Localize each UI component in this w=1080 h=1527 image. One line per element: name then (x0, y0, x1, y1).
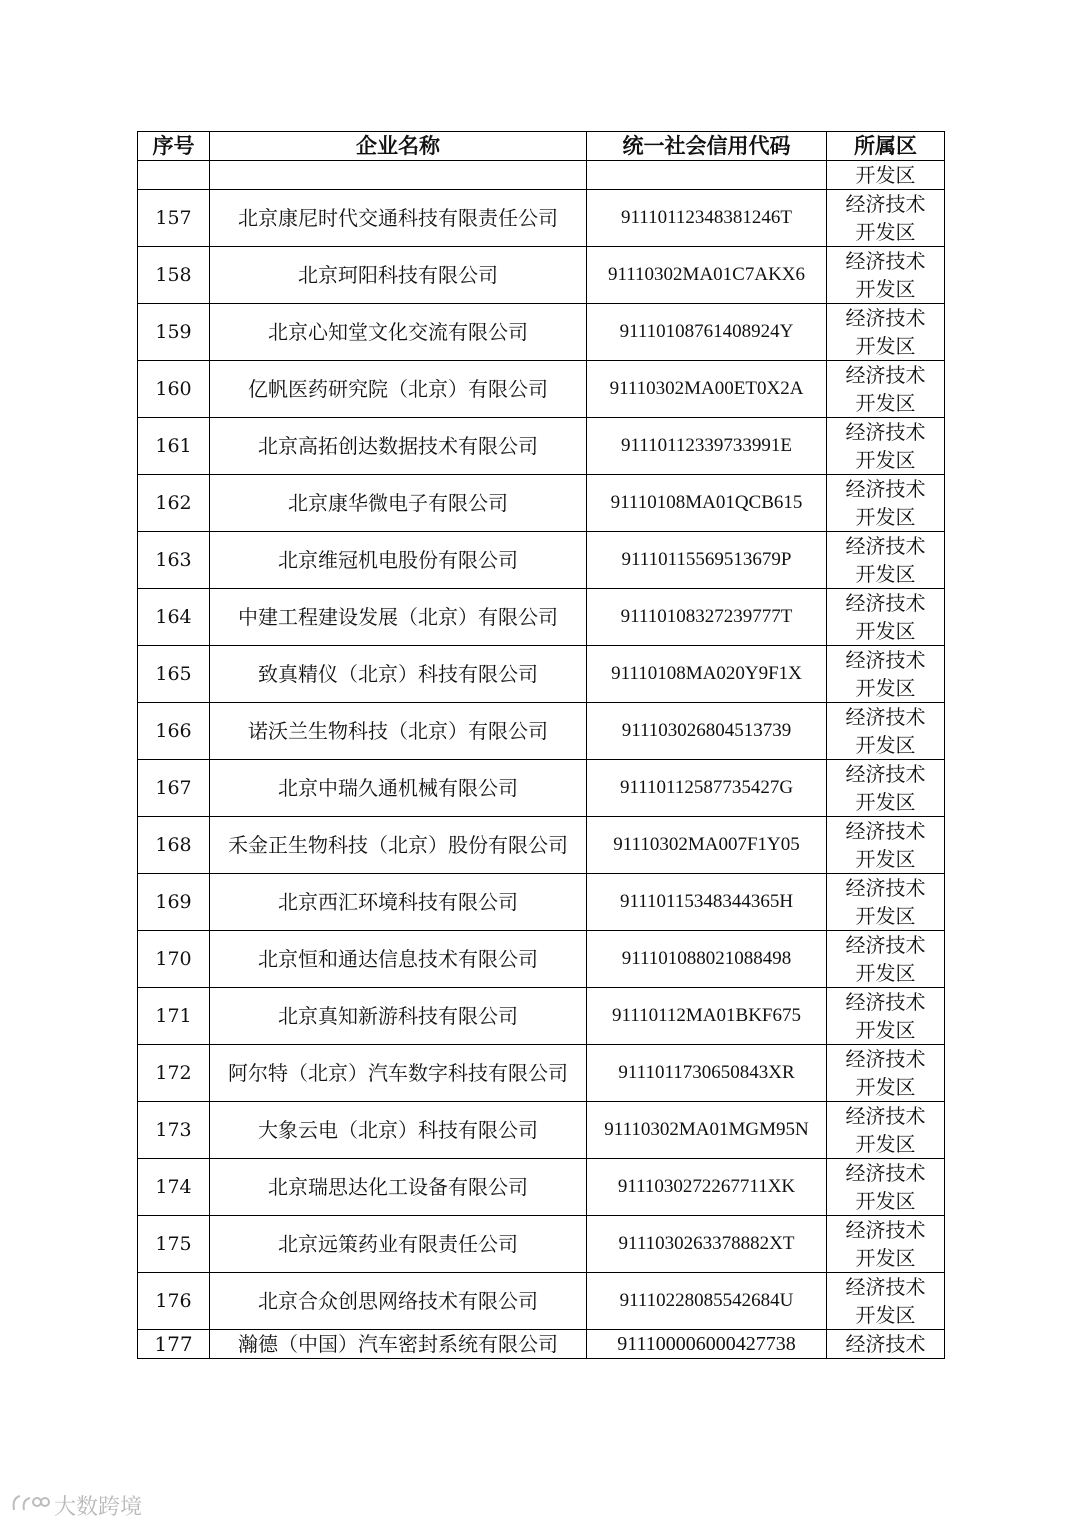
district-line: 开发区 (855, 619, 916, 643)
district-cell (827, 1102, 945, 1159)
district-line: 经济技术 (845, 762, 926, 786)
district-line: 经济技术 (845, 648, 926, 672)
row-number: 176 (138, 1273, 210, 1330)
row-number: 175 (138, 1216, 210, 1273)
district-line: 开发区 (855, 448, 916, 472)
district-line: 开发区 (855, 847, 916, 871)
district-line: 经济技术 (845, 363, 926, 387)
credit-code: 91110112348381246T (587, 190, 827, 247)
table-row (138, 1102, 945, 1159)
row-number: 170 (138, 931, 210, 988)
credit-code: 91110302MA00ET0X2A (587, 361, 827, 418)
district-line: 开发区 (855, 1132, 916, 1156)
credit-code: 911100006000427738 (587, 1330, 827, 1359)
row-number: 157 (138, 190, 210, 247)
table-row (138, 1216, 945, 1273)
credit-code: 911101088021088498 (587, 931, 827, 988)
row-number: 168 (138, 817, 210, 874)
district-cell (827, 304, 945, 361)
table-row (138, 1159, 945, 1216)
company-name: 北京恒和通达信息技术有限公司 (210, 931, 587, 988)
district-line: 经济技术 (845, 876, 926, 900)
table-row (138, 247, 945, 304)
district-cell: 开发区 (827, 161, 945, 190)
credit-code: 911103026804513739 (587, 703, 827, 760)
row-number: 172 (138, 1045, 210, 1102)
district-line: 开发区 (855, 562, 916, 586)
table-row (138, 874, 945, 931)
district-cell (827, 1273, 945, 1330)
district-line: 经济技术 (845, 420, 926, 444)
district-line: 经济技术 (845, 819, 926, 843)
company-name: 北京合众创思网络技术有限公司 (210, 1273, 587, 1330)
company-name: 阿尔特（北京）汽车数字科技有限公司 (210, 1045, 587, 1102)
district-line: 开发区 (855, 1018, 916, 1042)
table-row (138, 817, 945, 874)
company-name: 北京西汇环境科技有限公司 (210, 874, 587, 931)
table-row (138, 931, 945, 988)
credit-code: 91110228085542684U (587, 1273, 827, 1330)
credit-code: 91110112339733991E (587, 418, 827, 475)
row-number: 165 (138, 646, 210, 703)
company-name: 北京康华微电子有限公司 (210, 475, 587, 532)
row-number: 167 (138, 760, 210, 817)
district-cell (827, 1216, 945, 1273)
row-number: 166 (138, 703, 210, 760)
watermark (10, 1490, 142, 1521)
table-row (138, 646, 945, 703)
district-line: 开发区 (855, 1075, 916, 1099)
district-line: 开发区 (855, 1303, 916, 1327)
district-line: 经济技术 (845, 1104, 926, 1128)
header-credit-code: 统一社会信用代码 (587, 132, 827, 161)
row-number: 163 (138, 532, 210, 589)
district-line: 经济技术 (845, 477, 926, 501)
district-line: 开发区 (855, 277, 916, 301)
district-cell (827, 418, 945, 475)
table-cell (210, 161, 587, 190)
table-cell (138, 161, 210, 190)
credit-code: 91110108761408924Y (587, 304, 827, 361)
credit-code: 9111030272267711XK (587, 1159, 827, 1216)
district-cell: 经济技术 (827, 1330, 945, 1359)
company-name: 诺沃兰生物科技（北京）有限公司 (210, 703, 587, 760)
credit-code: 91110108MA020Y9F1X (587, 646, 827, 703)
district-line: 经济技术 (845, 591, 926, 615)
district-line: 经济技术 (845, 1218, 926, 1242)
district-line: 开发区 (855, 334, 916, 358)
row-number: 160 (138, 361, 210, 418)
credit-code: 91110108MA01QCB615 (587, 475, 827, 532)
row-number: 177 (138, 1330, 210, 1359)
company-name: 北京维冠机电股份有限公司 (210, 532, 587, 589)
credit-code: 91110115348344365H (587, 874, 827, 931)
table-header-row (138, 132, 945, 161)
row-number: 173 (138, 1102, 210, 1159)
credit-code: 91110115569513679P (587, 532, 827, 589)
district-cell (827, 760, 945, 817)
district-cell (827, 931, 945, 988)
table-row (138, 304, 945, 361)
credit-code: 91110302MA01MGM95N (587, 1102, 827, 1159)
district-line: 经济技术 (845, 1161, 926, 1185)
district-cell (827, 589, 945, 646)
enterprise-table (137, 131, 945, 1359)
company-name: 北京珂阳科技有限公司 (210, 247, 587, 304)
company-name: 大象云电（北京）科技有限公司 (210, 1102, 587, 1159)
logo-icon (10, 1492, 50, 1519)
district-cell (827, 532, 945, 589)
row-number: 162 (138, 475, 210, 532)
credit-code: 9111011730650843XR (587, 1045, 827, 1102)
row-number: 159 (138, 304, 210, 361)
company-name: 禾金正生物科技（北京）股份有限公司 (210, 817, 587, 874)
company-name: 中建工程建设发展（北京）有限公司 (210, 589, 587, 646)
row-number: 169 (138, 874, 210, 931)
table-row (138, 988, 945, 1045)
district-cell (827, 703, 945, 760)
table-row (138, 703, 945, 760)
company-name: 北京心知堂文化交流有限公司 (210, 304, 587, 361)
credit-code: 91110112MA01BKF675 (587, 988, 827, 1045)
company-name: 北京瑞思达化工设备有限公司 (210, 1159, 587, 1216)
row-number: 161 (138, 418, 210, 475)
district-cell (827, 988, 945, 1045)
watermark-text: 大数跨境 (54, 1495, 143, 1520)
company-name: 北京远策药业有限责任公司 (210, 1216, 587, 1273)
company-name: 北京高拓创达数据技术有限公司 (210, 418, 587, 475)
company-name: 亿帆医药研究院（北京）有限公司 (210, 361, 587, 418)
district-line: 开发区 (855, 505, 916, 529)
district-cell (827, 475, 945, 532)
district-line: 经济技术 (845, 1275, 926, 1299)
district-line: 开发区 (855, 904, 916, 928)
header-district: 所属区 (827, 132, 945, 161)
district-line: 经济技术 (845, 534, 926, 558)
district-cell (827, 247, 945, 304)
company-name: 瀚德（中国）汽车密封系统有限公司 (210, 1330, 587, 1359)
continuation-row (138, 161, 945, 190)
district-line: 开发区 (855, 1246, 916, 1270)
company-name: 北京中瑞久通机械有限公司 (210, 760, 587, 817)
district-line: 开发区 (855, 790, 916, 814)
district-cell (827, 874, 945, 931)
district-line: 经济技术 (845, 990, 926, 1014)
district-line: 经济技术 (845, 1047, 926, 1071)
district-line: 开发区 (855, 676, 916, 700)
district-line: 经济技术 (845, 306, 926, 330)
table-row (138, 475, 945, 532)
table-row (138, 1045, 945, 1102)
row-number: 158 (138, 247, 210, 304)
district-cell (827, 190, 945, 247)
table-row (138, 418, 945, 475)
credit-code: 91110302MA007F1Y05 (587, 817, 827, 874)
row-number: 171 (138, 988, 210, 1045)
table-row (138, 190, 945, 247)
table-row (138, 1273, 945, 1330)
district-line: 开发区 (855, 733, 916, 757)
district-cell (827, 1045, 945, 1102)
district-line: 经济技术 (845, 249, 926, 273)
district-cell (827, 817, 945, 874)
table-row (138, 589, 945, 646)
district-line: 开发区 (855, 1189, 916, 1213)
district-line: 开发区 (855, 220, 916, 244)
district-line: 开发区 (855, 391, 916, 415)
company-name: 北京真知新游科技有限公司 (210, 988, 587, 1045)
table-row (138, 1330, 945, 1359)
company-name: 北京康尼时代交通科技有限责任公司 (210, 190, 587, 247)
district-cell (827, 646, 945, 703)
credit-code: 91110108327239777T (587, 589, 827, 646)
table-cell (587, 161, 827, 190)
row-number: 164 (138, 589, 210, 646)
credit-code: 9111030263378882XT (587, 1216, 827, 1273)
district-line: 经济技术 (845, 933, 926, 957)
header-company-name: 企业名称 (210, 132, 587, 161)
table-row (138, 532, 945, 589)
company-name: 致真精仪（北京）科技有限公司 (210, 646, 587, 703)
district-line: 开发区 (855, 961, 916, 985)
district-cell (827, 1159, 945, 1216)
district-cell (827, 361, 945, 418)
credit-code: 91110112587735427G (587, 760, 827, 817)
district-line: 经济技术 (845, 192, 926, 216)
row-number: 174 (138, 1159, 210, 1216)
district-line: 经济技术 (845, 705, 926, 729)
header-number: 序号 (138, 132, 210, 161)
credit-code: 91110302MA01C7AKX6 (587, 247, 827, 304)
table-row (138, 760, 945, 817)
table-row (138, 361, 945, 418)
